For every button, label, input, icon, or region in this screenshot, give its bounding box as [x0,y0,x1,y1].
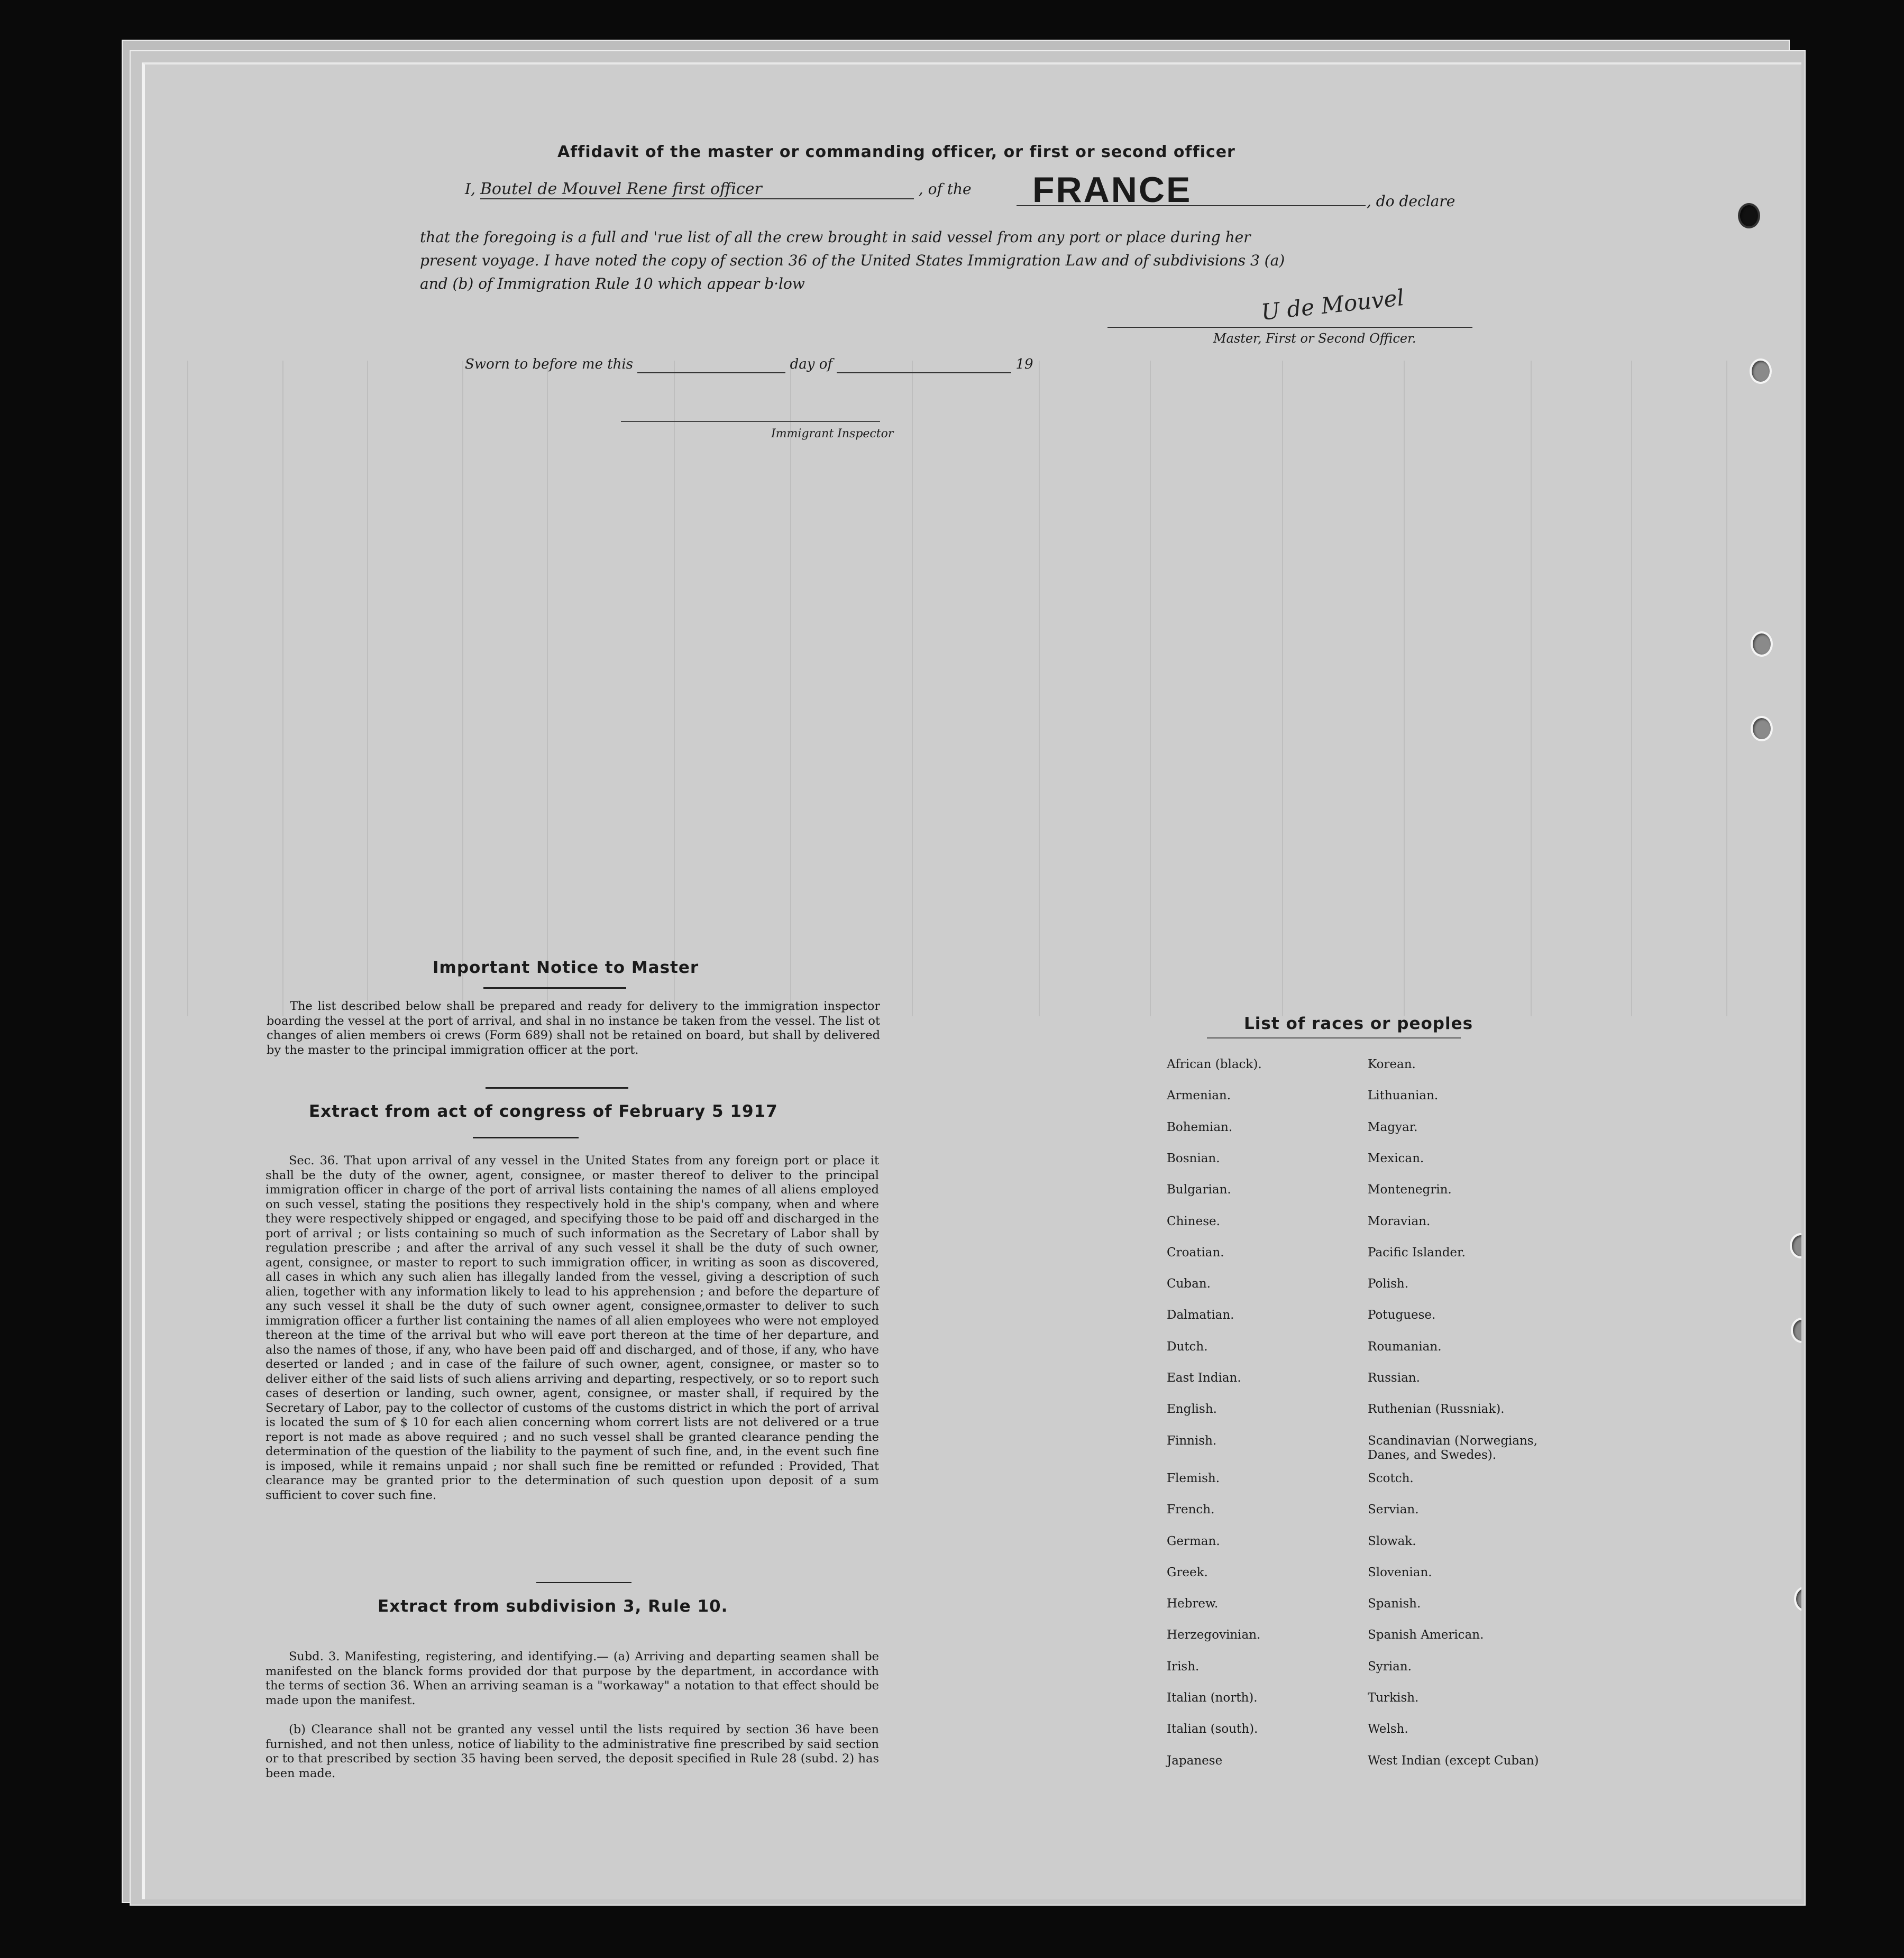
bleed-through-line [282,361,283,1016]
punch-hole [1790,1233,1801,1258]
race-item: English. [1167,1402,1217,1417]
punch-hole [1751,716,1773,741]
affidavit-line-1 [465,180,972,199]
races-title: List of races or peoples [1244,1014,1473,1033]
race-item: French. [1167,1503,1215,1517]
race-item: Irish. [1167,1659,1200,1674]
race-item: Armenian. [1167,1089,1231,1103]
race-item: Italian (south). [1167,1722,1258,1736]
signature-line [1107,327,1472,328]
affidavit-line-4: and (b) of Immigration Rule 10 which appear b·low [420,275,805,292]
bleed-through-line [1282,361,1283,1016]
bleed-through-line [1531,361,1532,1016]
bleed-through-line [1631,361,1632,1016]
bleed-through-line [790,361,791,1016]
punch-hole [1791,1318,1801,1343]
race-item: Cuban. [1167,1277,1211,1291]
race-item: Roumanian. [1368,1339,1442,1354]
race-item: Welsh. [1368,1722,1408,1736]
punch-hole [1751,631,1773,657]
notice-divider-bottom [486,1087,628,1089]
race-item: Herzegovinian. [1167,1628,1261,1642]
race-item: Korean. [1368,1058,1416,1071]
race-item: Greek. [1167,1565,1208,1579]
vessel-name: FRANCE [1032,170,1192,210]
inspector-signature-line [621,421,880,422]
bleed-through-line [367,361,368,1016]
notice-title: Important Notice to Master [433,958,699,977]
race-item: East Indian. [1167,1371,1241,1385]
race-item: Polish. [1368,1277,1409,1291]
race-item: German. [1167,1534,1220,1548]
bleed-through-line [1404,361,1405,1016]
extract-act-title: Extract from act of congress of February 5 1917 [309,1102,778,1121]
race-item: Spanish. [1368,1597,1421,1611]
notice-text: The list described below shall be prepared and ready for delivery to the immigration inspector boarding the vessel at the port of arrival, and shal in no instance be taken from the vessel. The list ot changes of alien members oi crews (Form 689) shall not be retained on board, but shall by delivered by the master to the principal immigration officer at the port. [267,999,880,1057]
extract-act-end-divider [536,1582,631,1583]
race-item: Mexican. [1368,1151,1424,1165]
sworn-prefix: Sworn to before me this [465,356,634,372]
race-item: Hebrew. [1167,1597,1219,1611]
officer-signature: U de Mouvel [1260,284,1406,326]
race-item: Slovenian. [1368,1565,1432,1579]
extract-rule-text-a: Subd. 3. Manifesting, registering, and identifying.— (a) Arriving and departing seamen shall be manifested on the blanck forms provided dor that purpose by the department, in accordance with the terms of section 36. When an arriving seaman is a "workaway" a notation to that effect should be made upon the manifest. [266,1650,879,1707]
race-item: Servian. [1368,1503,1419,1517]
race-item: Potuguese. [1368,1308,1436,1322]
sworn-day-label: day of [790,356,832,372]
race-item: Pacific Islander. [1368,1245,1466,1260]
inspector-caption: Immigrant Inspector [771,427,894,440]
race-item: Lithuanian. [1368,1089,1439,1103]
race-item: Bosnian. [1167,1151,1220,1165]
race-item: Syrian. [1368,1659,1412,1674]
race-item: Croatian. [1167,1245,1224,1260]
sworn-month-blank [837,356,1011,373]
affidavit-title: Affidavit of the master or commanding officer, or first or second officer [557,143,1235,161]
bleed-through-line [187,361,188,1016]
vessel-name-underline [1017,205,1366,206]
bleed-through-line [912,361,913,1016]
races-title-underline [1207,1037,1461,1038]
race-item: Japanese [1167,1753,1223,1768]
signature-caption: Master, First or Second Officer. [1213,331,1416,346]
affidavit-prefix: I, [465,180,475,198]
handwritten-officer-name: Boutel de Mouvel Rene first officer [480,180,914,199]
sworn-day-blank [637,356,785,373]
punch-hole [1794,1586,1801,1612]
bleed-through-line [1039,361,1040,1016]
sworn-year: 19 [1015,356,1033,372]
race-item: Scotch. [1368,1471,1414,1485]
extract-rule-text-b: (b) Clearance shall not be granted any vessel until the lists required by section 36 have been furnished, and not then unless, notice of liability to the administrative fine prescribed by said section or to that prescribed by section 35 having been served, the deposit specified in Rule 28 (subd. 2) has been made. [266,1723,879,1780]
race-item: Montenegrin. [1368,1183,1452,1197]
affidavit-of-the: , of the [918,180,972,198]
race-item: Dutch. [1167,1339,1208,1354]
bleed-through-line [547,361,548,1016]
document-sheet [142,62,1801,1899]
race-item: Slowak. [1368,1534,1416,1548]
punch-hole [1750,358,1772,384]
race-item: Finnish. [1167,1433,1217,1448]
race-item: Russian. [1368,1371,1420,1385]
affidavit-do-declare: , do declare [1367,192,1456,210]
race-item: Moravian. [1368,1214,1431,1228]
race-item: Spanish American. [1368,1628,1484,1642]
bleed-through-line [674,361,675,1016]
race-item: Magyar. [1368,1120,1418,1134]
race-item: Bulgarian. [1167,1183,1231,1197]
extract-act-text: Sec. 36. That upon arrival of any vessel in the United States from any foreign port or place it shall be the duty of the owner, agent, consignee, or master thereof to deliver to the principal immigration officer in charge of the port of arrival lists containing the names of all aliens employed on such vessel, stating the positions they respectively hold in the ship's company, when and where they were respectively shipped or engaged, and specifying those to be paid off and discharged in the port of arrival ; or lists containing so much of such information as the Secretary of Labor shall by regulation prescribe ; and after the arrival of any such vessel it shall be the duty of such owner, agent, consignee, or master to report to such immigration officer, in writing as soon as discovered, all cases in which any such alien has illegally landed from the vessel, giving a description of such alien, together with any information likely to lead to his apprehension ; and before the departure of any such vessel it shall be the duty of such owner agent, consignee,ormaster to deliver to such immigration officer a further list containing the names of all alien employees who were not employed thereon at the time of the arrival but who will eave port thereon at the time of her departure, and also the names of those, if any, who have been paid off and discharged, and of those, if any, who have deserted or landed ; and in case of the failure of such owner, agent, consignee, or master so to deliver either of the said lists of such aliens arriving and departing, respectively, or so to report such cases of desertion or landing, such owner, agent, consignee, or master shall, if required by the Secretary of Labor, pay to the collector of customs of the customs district in which the port of arrival is located the sum of $ 10 for each alien concerning whom corrert lists are not delivered or a true report is not made as above required ; and no such vessel shall be granted clearance pending the determination of the question of the liability to the payment of such fine, and, in the event such fine is imposed, while it remains unpaid ; nor shall such fine be remitted or refunded : Provided, That clearance may be granted prior to the determination of such question upon deposit of a sum sufficient to cover such fine. [266,1154,879,1502]
affidavit-line-2: that the foregoing is a full and 'rue list of all the crew brought in said vessel from any port or place during her [420,228,1251,246]
bleed-through-line [1726,361,1727,1016]
race-item: Ruthenian (Russniak). [1368,1402,1505,1417]
race-item: Italian (north). [1167,1691,1258,1705]
extract-rule-title: Extract from subdivision 3, Rule 10. [378,1597,728,1616]
race-item: Turkish. [1368,1691,1419,1705]
extract-act-divider [473,1137,579,1138]
punch-hole [1738,203,1760,228]
sworn-line [465,356,1033,373]
bleed-through-line [462,361,463,1016]
race-item: African (black). [1167,1058,1262,1071]
affidavit-line-3: present voyage. I have noted the copy of section 36 of the United States Immigration Law and of subdivisions 3 (a) [420,252,1285,269]
race-item: West Indian (except Cuban) [1368,1753,1539,1768]
bleed-through-line [1150,361,1151,1016]
race-item: Chinese. [1167,1214,1220,1228]
notice-divider [483,987,626,989]
race-item: Flemish. [1167,1471,1220,1485]
race-item: Scandinavian (Norwegians, Danes, and Swedes). [1368,1433,1537,1462]
race-item: Dalmatian. [1167,1308,1234,1322]
race-item: Bohemian. [1167,1120,1233,1134]
